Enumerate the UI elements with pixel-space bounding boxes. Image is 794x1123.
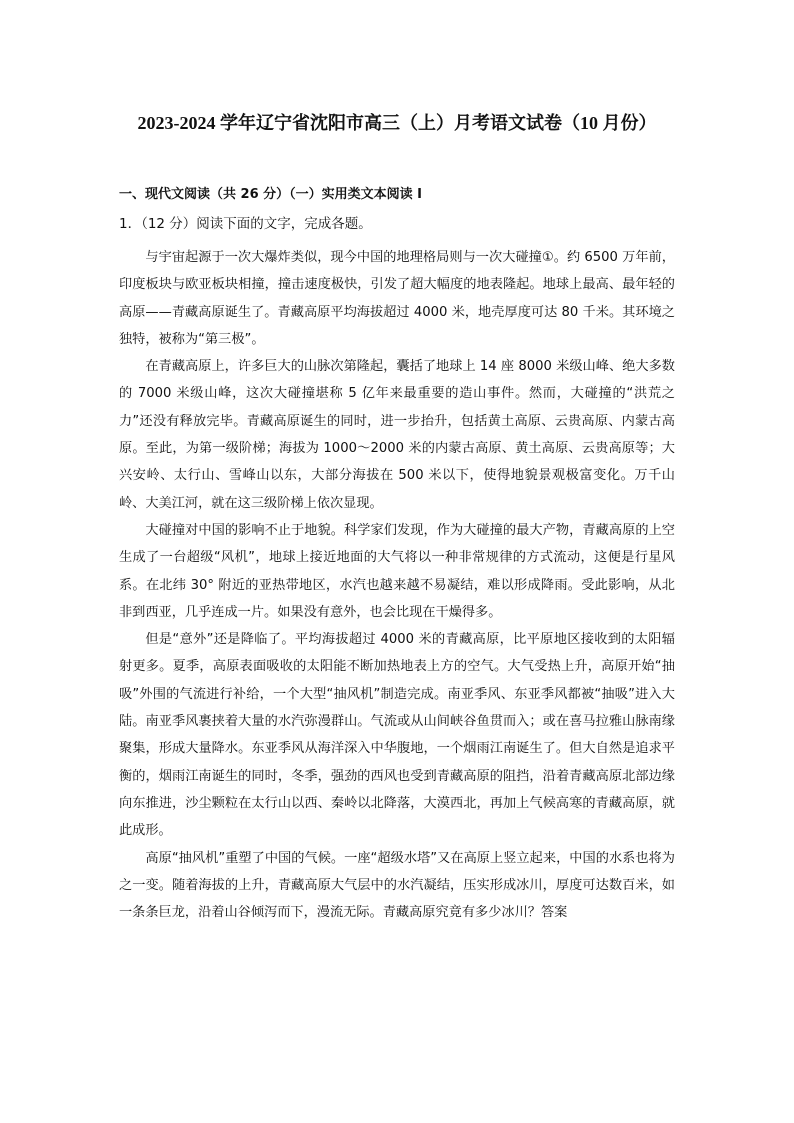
passage-paragraph-1: 与宇宙起源于一次大爆炸类似，现今中国的地理格局则与一次大碰撞①。约 6500 万年前，印度板块与欧亚板块相撞，撞击速度极快，引发了超大幅度的地表隆起。地球上最高、最年轻的高原——青藏高原诞生了。青藏高原平均海拔超过 4000 米，地壳厚度可达 80 千米。其环境之独特，被称为“第三极”。 — [119, 250, 675, 347]
document-title: 2023-2024 学年辽宁省沈阳市高三（上）月考语文试卷（10 月份） — [137, 113, 657, 133]
passage-paragraph-4: 但是“意外”还是降临了。平均海拔超过 4000 米的青藏高原，比平原地区接收到的太阳辐射更多。夏季，高原表面吸收的太阳能不断加热地表上方的空气。大气受热上升，高原开始“抽吸”外围的气流进行补给，一个大型“抽风机”制造完成。南亚季风、东亚季风都被“抽吸”进入大陆。南亚季风裹挟着大量的水汽弥漫群山。气流或从山间峡谷鱼贯而入；或在喜马拉雅山脉南缘聚集，形成大量降水。东亚季风从海洋深入中华腹地，一个烟雨江南诞生了。但大自然是追求平衡的，烟雨江南诞生的同时，冬季，强劲的西风也受到青藏高原的阻挡，沿着青藏高原北部边缘向东推进，沙尘颗粒在太行山以西、秦岭以北降落，大漠西北，再加上气候高寒的青藏高原，就此成形。 — [119, 632, 675, 839]
question-prompt: 1．（12 分）阅读下面的文字，完成各题。 — [119, 216, 372, 232]
passage-paragraph-3: 大碰撞对中国的影响不止于地貌。科学家们发现，作为大碰撞的最大产物，青藏高原的上空生成了一台超级“风机”，地球上接近地面的大气将以一种非常规律的方式流动，这便是行星风系。在北纬 30° 附近的亚热带地区，水汽也越来越不易凝结，难以形成降雨。受此影响，从北非到西亚，几乎连成一片。如果没有意外，也会比现在干燥得多。 — [119, 522, 675, 620]
passage-paragraph-2: 在青藏高原上，许多巨大的山脉次第隆起，囊括了地球上 14 座 8000 米级山峰、绝大多数的 7000 米级山峰，这次大碰撞堪称 5 亿年来最重要的造山事件。然而，大碰撞的“洪荒之力”还没有释放完毕。青藏高原诞生的同时，进一步抬升，包括黄土高原、云贵高原、内蒙古高原。至此，为第一级阶梯；海拔为 1000～2000 米的内蒙古高原、黄土高原、云贵高原等；大兴安岭、太行山、雪峰山以东，大部分海拔在 500 米以下，使得地貌景观极富变化。万千山岭、大美江河，就在这三级阶梯上依次显现。 — [119, 359, 675, 511]
section-heading: 一、现代文阅读（共 26 分）（一）实用类文本阅读 I — [119, 187, 423, 202]
passage-paragraph-5: 高原“抽风机”重塑了中国的气候。一座“超级水塔”又在高原上竖立起来，中国的水系也将为之一变。随着海拔的上升，青藏高原大气层中的水汽凝结，压实形成冰川，厚度可达数百米，如一条条巨龙，沿着山谷倾泻而下，漫流无际。青藏高原究竟有多少冰川？答案 — [119, 850, 675, 921]
reading-passage — [119, 244, 675, 926]
